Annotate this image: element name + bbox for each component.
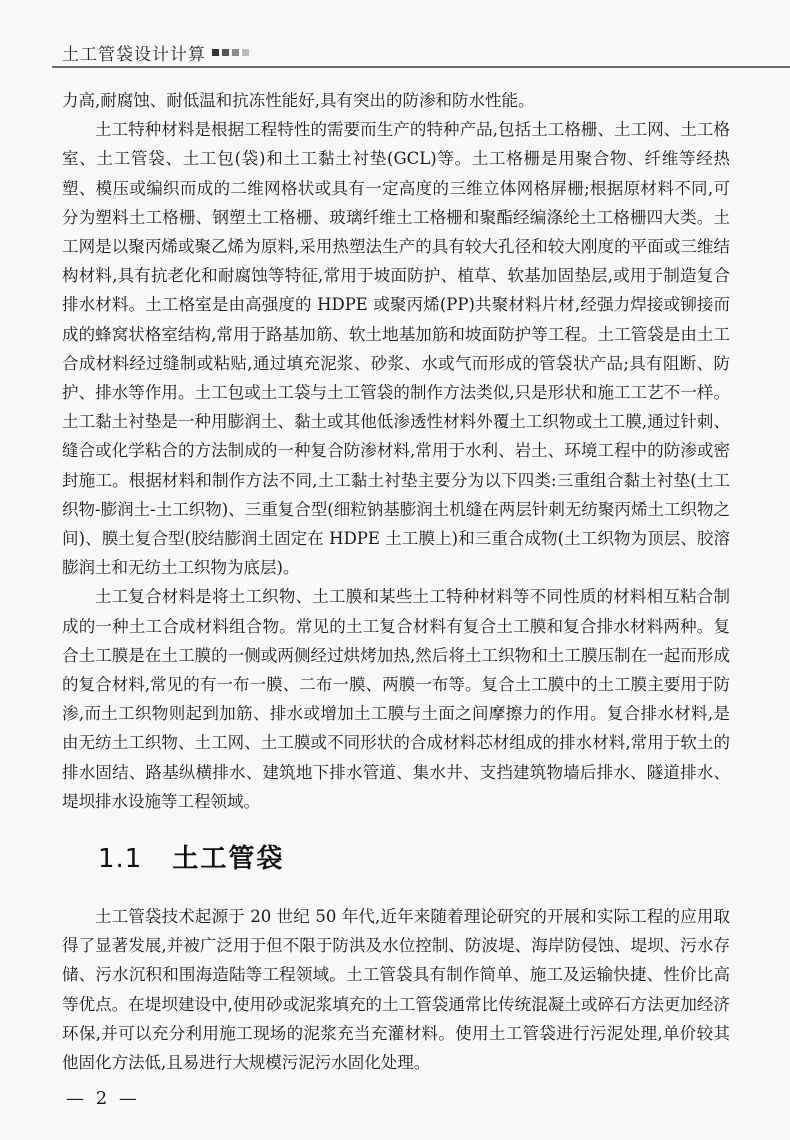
paragraph-geotube-intro: 土工管袋技术起源于 20 世纪 50 年代,近年来随着理论研究的开展和实际工程的应用取得了显著发展,并被广泛用于但不限于防洪及水位控制、防波堤、海岸防侵蚀、堤坝、污水存储、污水沉积和围海造陆等工程领域。土工管袋具有制作简单、施工及运输快捷、性价比高等优点。在堤坝建设中,使用砂或泥浆填充的土工管袋通常比传统混凝土或碎石方法更加经济环保,并可以充分利用施工现场的泥浆充当充灌材料。使用土工管袋进行污泥处理,单价较其他固化方法低,且易进行大规模污泥污水固化处理。 (62, 907, 730, 1073)
paragraph-special-materials: 土工特种材料是根据工程特性的需要而生产的特种产品,包括土工格栅、土工网、土工格室、土工管袋、土工包(袋)和土工黏土衬垫(GCL)等。土工格栅是用聚合物、纤维等经热塑、模压或编织而成的二维网格状或具有一定高度的三维立体网格屏栅;根据原材料不同,可分为塑料土工格栅、钢塑土工格栅、玻璃纤维土工格栅和聚酯经编涤纶土工格栅四大类。土工网是以聚丙烯或聚乙烯为原料,采用热塑法生产的具有较大孔径和较大刚度的平面或三维结构材料,具有抗老化和耐腐蚀等特征,常用于坡面防护、植草、软基加固垫层,或用于制造复合排水材料。土工格室是由高强度的 HDPE 或聚丙烯(PP)共聚材料片材,经强力焊接或铆接而成的蜂窝状格室结构,常用于路基加筋、软土地基加筋和坡面防护等工程。土工管袋是由土工合成材料经过缝制或粘贴,通过填充泥浆、砂浆、水或气而形成的管袋状产品;具有阻断、防护、排水等作用。土工包或土工袋与土工管袋的制作方法类似,只是形状和施工工艺不一样。土工黏土衬垫是一种用膨润土、黏土或其他低渗透性材料外覆土工织物或土工膜,通过针刺、缝合或化学粘合的方法制成的一种复合防渗材料,常用于水利、岩土、环境工程中的防渗或密封施工。根据材料和制作方法不同,土工黏土衬垫主要分为以下四类:三重组合黏土衬垫(土工织物-膨润土-土工织物)、三重复合型(细粒钠基膨润土机缝在两层针刺无纺聚丙烯土工织物之间)、膜土复合型(胶结膨润土固定在 HDPE 土工膜上)和三重合成物(土工织物为顶层、胶溶膨润土和无纺土工织物为底层)。 (62, 120, 730, 578)
decor-square (212, 49, 219, 56)
decor-square (242, 49, 249, 56)
body-text (62, 86, 730, 816)
section-body-text (62, 902, 730, 1077)
paragraph-continuation: 力高,耐腐蚀、耐低温和抗冻性能好,具有突出的防渗和防水性能。 (62, 91, 535, 110)
section-heading (98, 838, 284, 875)
header-rule (52, 66, 790, 68)
running-header-title: 土工管袋设计计算 (62, 45, 206, 65)
section-number: 1.1 (98, 844, 143, 874)
page-number: — 2 — (66, 1088, 140, 1109)
header-decoration (212, 49, 249, 56)
decor-square (232, 49, 239, 56)
section-title: 土工管袋 (172, 844, 285, 874)
decor-square (222, 49, 229, 56)
running-header (62, 40, 249, 65)
paragraph-composite-materials: 土工复合材料是将土工织物、土工膜和某些土工特种材料等不同性质的材料相互粘合制成的一种土工合成材料组合物。常见的土工复合材料有复合土工膜和复合排水材料两种。复合土工膜是在土工膜的一侧或两侧经过烘烤加热,然后将土工织物和土工膜压制在一起而形成的复合材料,常见的有一布一膜、二布一膜、两膜一布等。复合土工膜中的土工膜主要用于防渗,而土工织物则起到加筋、排水或增加土工膜与土面之间摩擦力的作用。复合排水材料,是由无纺土工织物、土工网、土工膜或不同形状的合成材料芯材组成的排水材料,常用于软土的排水固结、路基纵横排水、建筑地下排水管道、集水井、支挡建筑物墙后排水、隧道排水、堤坝排水设施等工程领域。 (62, 587, 730, 811)
